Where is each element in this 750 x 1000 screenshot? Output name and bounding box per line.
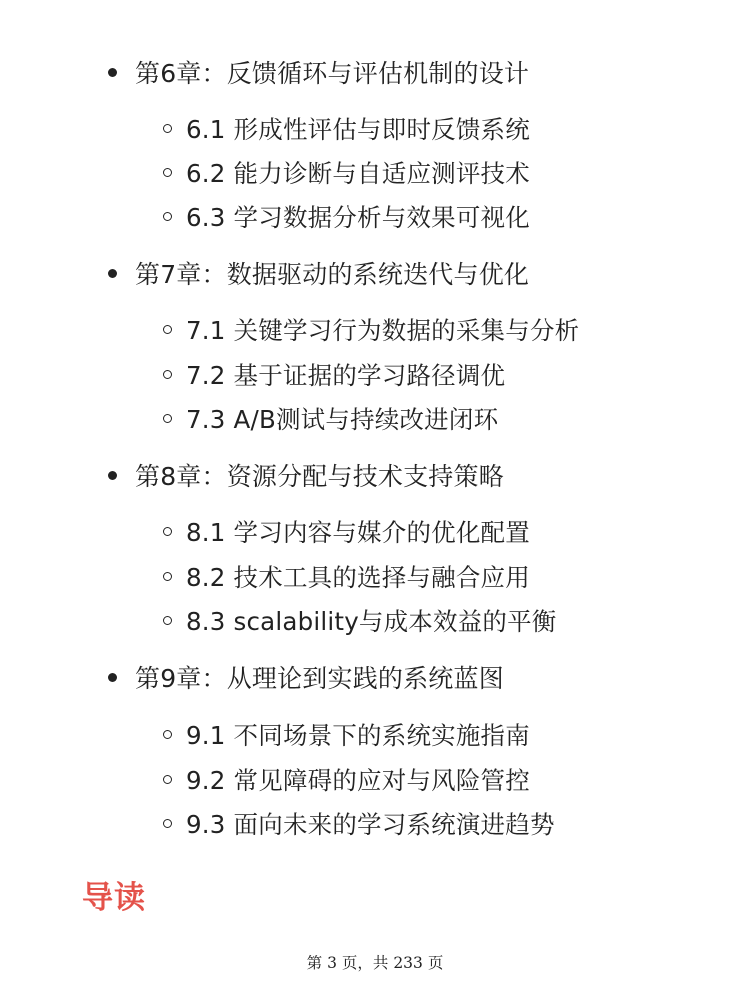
chapter-item bbox=[108, 255, 529, 291]
chapter-item bbox=[108, 659, 504, 695]
section-item bbox=[163, 111, 530, 145]
section-title: 6.1 形成性评估与即时反馈系统 bbox=[186, 114, 530, 144]
filled-bullet-icon bbox=[108, 673, 117, 682]
hollow-bullet-icon bbox=[163, 212, 172, 221]
hollow-bullet-icon bbox=[163, 168, 172, 177]
section-title: 9.1 不同场景下的系统实施指南 bbox=[186, 720, 530, 750]
section-title: 6.3 学习数据分析与效果可视化 bbox=[186, 202, 530, 232]
section-title: 9.3 面向未来的学习系统演进趋势 bbox=[186, 809, 555, 839]
section-item bbox=[163, 717, 530, 751]
section-item bbox=[163, 312, 579, 346]
section-item bbox=[163, 559, 530, 593]
hollow-bullet-icon bbox=[163, 730, 172, 739]
section-title: 8.2 技术工具的选择与融合应用 bbox=[186, 562, 530, 592]
hollow-bullet-icon bbox=[163, 325, 172, 334]
hollow-bullet-icon bbox=[163, 572, 172, 581]
hollow-bullet-icon bbox=[163, 819, 172, 828]
hollow-bullet-icon bbox=[163, 414, 172, 423]
section-item bbox=[163, 199, 530, 233]
page-footer: 第 3 页，共 233 页 bbox=[306, 954, 444, 972]
filled-bullet-icon bbox=[108, 269, 117, 278]
filled-bullet-icon bbox=[108, 68, 117, 77]
chapter-title: 第9章：从理论到实践的系统蓝图 bbox=[135, 664, 504, 693]
chapter-title: 第6章：反馈循环与评估机制的设计 bbox=[135, 59, 530, 88]
section-title: 8.3 scalability与成本效益的平衡 bbox=[186, 606, 557, 636]
section-item bbox=[163, 806, 555, 840]
chapter-item bbox=[108, 54, 529, 90]
filled-bullet-icon bbox=[108, 471, 117, 480]
section-item bbox=[163, 401, 498, 435]
section-title: 7.2 基于证据的学习路径调优 bbox=[186, 360, 506, 390]
section-title: 7.1 关键学习行为数据的采集与分析 bbox=[186, 315, 580, 345]
hollow-bullet-icon bbox=[163, 616, 172, 625]
section-title: 9.2 常见障碍的应对与风险管控 bbox=[186, 765, 530, 795]
section-title: 8.1 学习内容与媒介的优化配置 bbox=[186, 517, 530, 547]
section-item bbox=[163, 514, 530, 548]
chapter-title: 第8章：资源分配与技术支持策略 bbox=[135, 462, 504, 491]
hollow-bullet-icon bbox=[163, 124, 172, 133]
hollow-bullet-icon bbox=[163, 527, 172, 536]
chapter-title: 第7章：数据驱动的系统迭代与优化 bbox=[135, 260, 530, 289]
section-title: 6.2 能力诊断与自适应测评技术 bbox=[186, 158, 530, 188]
section-item bbox=[163, 155, 530, 189]
section-item bbox=[163, 357, 505, 391]
hollow-bullet-icon bbox=[163, 370, 172, 379]
hollow-bullet-icon bbox=[163, 775, 172, 784]
section-heading: 导读 bbox=[82, 880, 146, 916]
section-title: 7.3 A/B测试与持续改进闭环 bbox=[186, 404, 499, 434]
section-item bbox=[163, 762, 530, 796]
section-item bbox=[163, 603, 557, 637]
chapter-item bbox=[108, 457, 504, 493]
